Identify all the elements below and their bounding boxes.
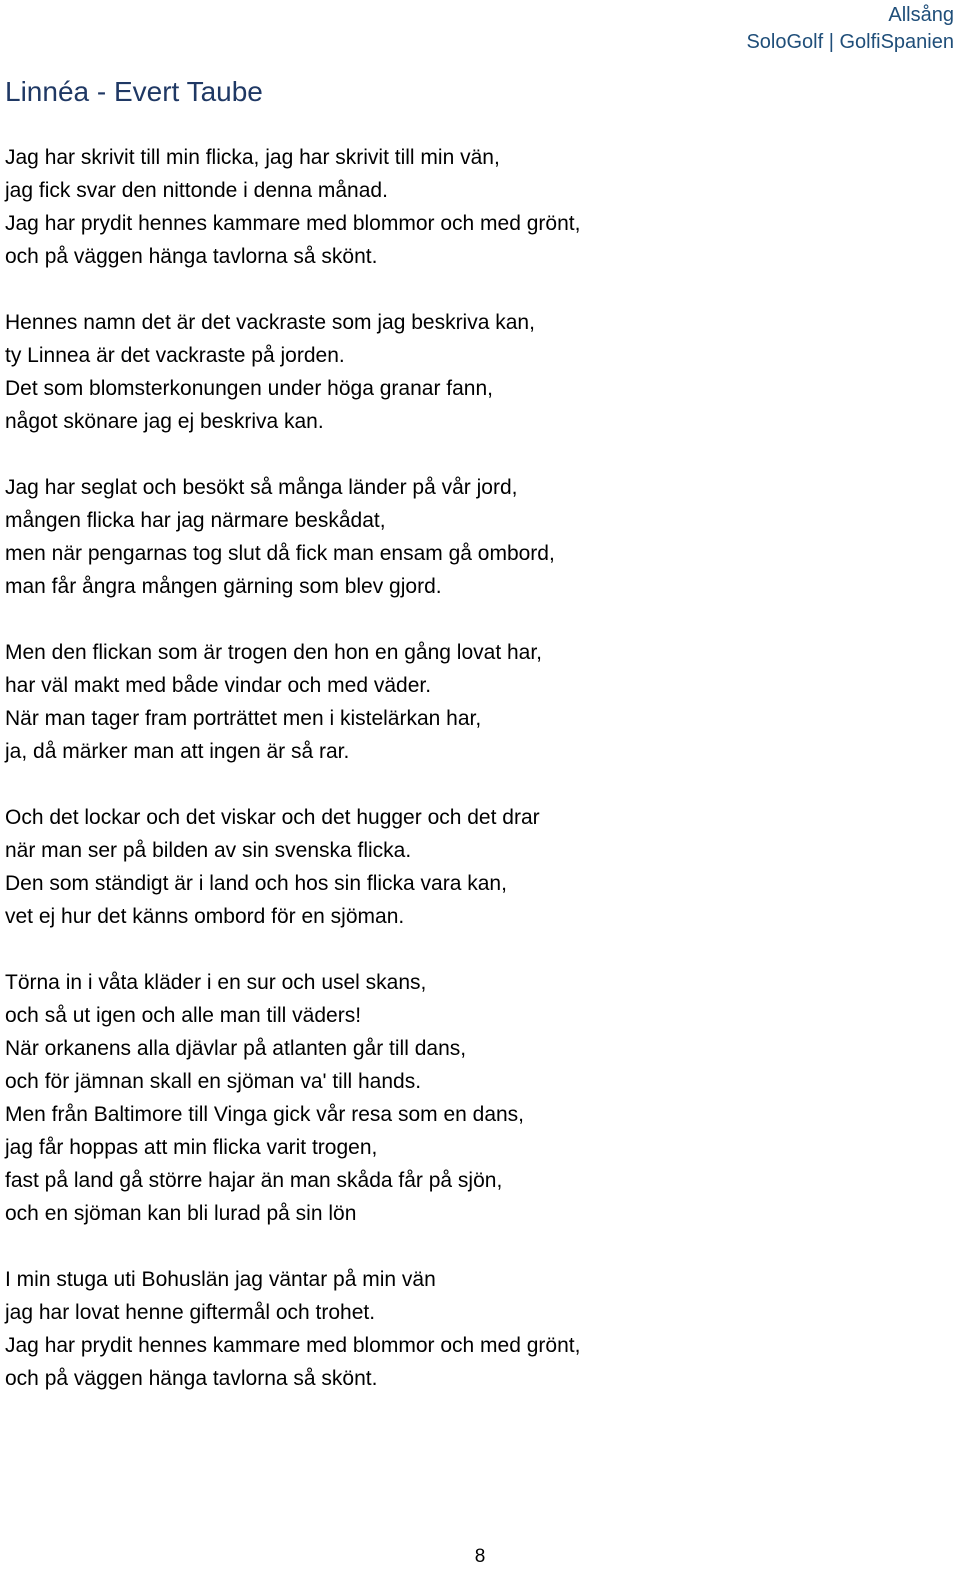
lyric-line: jag har lovat henne giftermål och trohet. [5, 1301, 376, 1324]
lyric-line: Och det lockar och det viskar och det hugger och det drar [5, 806, 540, 829]
song-title: Linnéa - Evert Taube [5, 76, 263, 107]
stanza [5, 966, 945, 1230]
lyric-line: fast på land gå större hajar än man skåda får på sjön, [5, 1169, 503, 1192]
lyric-line: Men från Baltimore till Vinga gick vår resa som en dans, [5, 1103, 525, 1126]
page-number: 8 [474, 1546, 486, 1567]
lyric-line: när man ser på bilden av sin svenska flicka. [5, 839, 412, 862]
lyric-line: och en sjöman kan bli lurad på sin lön [5, 1202, 357, 1225]
stanza [5, 636, 945, 768]
lyric-line: Jag har prydit hennes kammare med blommor och med grönt, [5, 212, 581, 235]
lyric-line: Jag har seglat och besökt så många länder på vår jord, [5, 476, 518, 499]
lyric-line: jag får hoppas att min flicka varit trogen, [5, 1136, 378, 1159]
lyric-line: ty Linnea är det vackraste på jorden. [5, 344, 345, 367]
stanza [5, 306, 945, 438]
lyric-line: När orkanens alla djävlar på atlanten går till dans, [5, 1037, 467, 1060]
lyric-line: Det som blomsterkonungen under höga granar fann, [5, 377, 493, 400]
lyric-line: När man tager fram porträttet men i kistelärkan har, [5, 707, 482, 730]
header-brand: SoloGolf | GolfiSpanien [746, 31, 954, 53]
lyric-line: Den som ständigt är i land och hos sin flicka vara kan, [5, 872, 507, 895]
song-lyrics [5, 141, 945, 1428]
lyric-line: ja, då märker man att ingen är så rar. [5, 740, 350, 763]
stanza [5, 1263, 945, 1395]
header-category: Allsång [888, 4, 954, 26]
lyric-line: Törna in i våta kläder i en sur och usel skans, [5, 971, 427, 994]
lyric-line: Jag har prydit hennes kammare med blommor och med grönt, [5, 1334, 581, 1357]
page-header [746, 2, 954, 56]
lyric-line: man får ångra mången gärning som blev gjord. [5, 575, 442, 598]
lyric-line: och så ut igen och alle man till väders! [5, 1004, 362, 1027]
lyric-line: och på väggen hänga tavlorna så skönt. [5, 245, 378, 268]
stanza [5, 141, 945, 273]
lyric-line: vet ej hur det känns ombord för en sjöman. [5, 905, 405, 928]
lyric-line: och för jämnan skall en sjöman va' till hands. [5, 1070, 422, 1093]
lyric-line: har väl makt med både vindar och med väder. [5, 674, 432, 697]
lyric-line: Men den flickan som är trogen den hon en gång lovat har, [5, 641, 543, 664]
lyric-line: I min stuga uti Bohuslän jag väntar på min vän [5, 1268, 436, 1291]
lyric-line: något skönare jag ej beskriva kan. [5, 410, 324, 433]
lyric-line: Hennes namn det är det vackraste som jag beskriva kan, [5, 311, 535, 334]
lyric-line: jag fick svar den nittonde i denna månad. [5, 179, 388, 202]
lyric-line: Jag har skrivit till min flicka, jag har skrivit till min vän, [5, 146, 500, 169]
stanza [5, 471, 945, 603]
lyric-line: och på väggen hänga tavlorna så skönt. [5, 1367, 378, 1390]
stanza [5, 801, 945, 933]
lyric-line: men när pengarnas tog slut då fick man ensam gå ombord, [5, 542, 555, 565]
lyric-line: mången flicka har jag närmare beskådat, [5, 509, 386, 532]
